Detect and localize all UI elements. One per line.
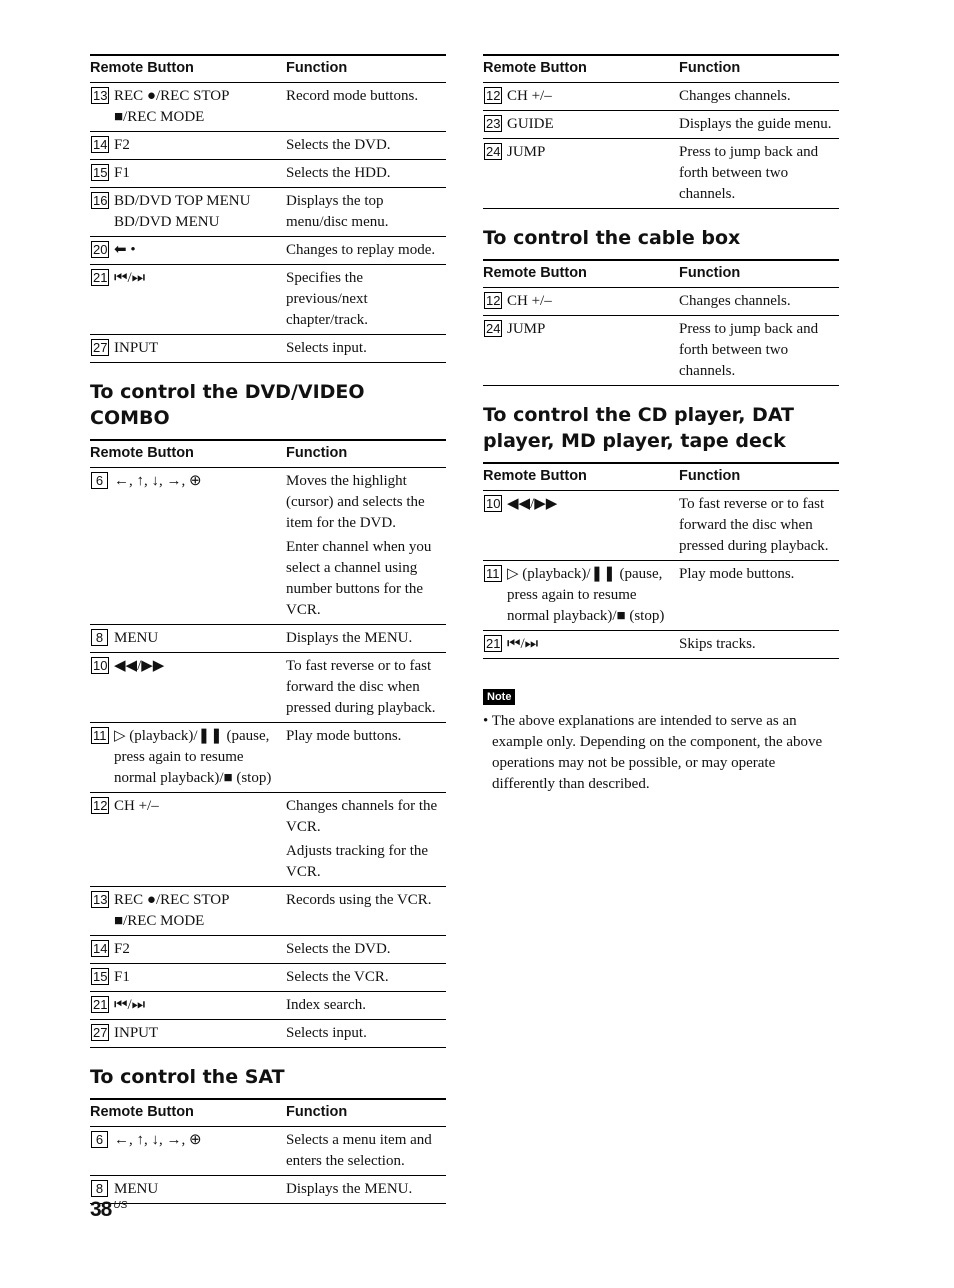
button-number: 11 [486,566,500,581]
function-text: Selects the HDD. [286,165,391,181]
button-number: 21 [93,997,108,1012]
section-heading: To control the DVD/VIDEO COMBO [90,381,365,429]
button-number: 27 [93,1025,108,1040]
function-cell [286,335,446,363]
table-header-row [90,1099,446,1127]
button-cell [90,188,286,237]
table-header-row [483,463,839,491]
table-row [90,887,446,936]
header-function: Function [679,463,839,491]
header-function: Function [286,440,446,468]
table-row [90,723,446,793]
table-header-row [90,55,446,83]
function-text: Displays the guide menu. [679,116,832,132]
button-label: ⏮/⏭ [114,270,146,286]
function-text: Index search. [286,997,366,1013]
note-label: Note [483,689,515,705]
button-label: ▷ (playback)/❚❚ (pause, press again to resume normal playback)/■ (stop) [114,728,272,786]
button-number: 13 [93,88,108,103]
button-cell [90,887,286,936]
button-number: 15 [93,165,108,180]
function-cell [286,887,446,936]
function-text: Play mode buttons. [679,566,795,582]
button-number: 24 [486,144,501,159]
button-cell [90,83,286,132]
function-text: Displays the top menu/disc menu. [286,193,389,230]
header-remote-button: Remote Button [90,440,286,468]
button-label: ■/REC MODE [114,913,205,929]
table-row [90,936,446,964]
button-number: 20 [93,242,108,257]
function-text: To fast reverse or to fast forward the disc when pressed during playback. [286,658,436,716]
button-number: 14 [93,137,108,152]
function-cell [286,653,446,723]
table-row [483,111,839,139]
button-label: F1 [114,969,130,985]
header-remote-button: Remote Button [90,55,286,83]
function-text: Changes to replay mode. [286,242,436,258]
button-label: F2 [114,941,130,957]
button-label: BD/DVD TOP MENU [114,193,251,209]
function-cell [286,723,446,793]
button-number: 12 [486,293,501,308]
button-cell [90,265,286,335]
function-cell [286,83,446,132]
table-row [90,793,446,887]
section-cd-player [483,402,839,659]
function-text: Press to jump back and forth between two channels. [679,144,819,202]
button-cell [483,288,679,316]
header-function: Function [286,1099,446,1127]
section-sat [90,1064,446,1204]
function-text: Selects the VCR. [286,969,389,985]
button-label: REC ●/REC STOP [114,88,230,104]
function-text: Selects input. [286,340,367,356]
table-row [483,139,839,209]
table-row [90,237,446,265]
button-cell [90,335,286,363]
section-heading: To control the CD player, DAT player, MD player, tape deck [483,404,795,452]
function-cell [679,111,839,139]
button-cell [90,1020,286,1048]
button-label: JUMP [507,321,546,337]
page-number [90,1198,127,1222]
button-cell [90,132,286,160]
button-cell [90,964,286,992]
table-row [90,1020,446,1048]
button-label: F1 [114,165,130,181]
function-text: Displays the MENU. [286,1181,413,1197]
header-remote-button: Remote Button [483,463,679,491]
function-cell [286,793,446,887]
button-number: 13 [93,892,108,907]
button-number: 8 [91,1180,108,1197]
function-cell [286,625,446,653]
button-label: ⏮/⏭ [114,997,146,1013]
table-row [483,491,839,561]
button-number: 8 [91,629,108,646]
table-row [90,83,446,132]
function-cell [679,561,839,631]
button-cell [90,468,286,625]
remote-table [90,54,446,363]
header-function: Function [679,55,839,83]
function-text: Skips tracks. [679,636,756,652]
button-cell [90,936,286,964]
button-number: 11 [93,728,107,743]
button-cell [90,625,286,653]
table-header-row [90,440,446,468]
function-cell [679,316,839,386]
table-row [90,188,446,237]
button-number: 14 [93,941,108,956]
button-label: ▷ (playback)/❚❚ (pause, press again to resume normal playback)/■ (stop) [507,566,665,624]
button-label: ←, ↑, ↓, →, ⊕ [114,473,202,489]
function-cell [679,631,839,659]
button-label: ←, ↑, ↓, →, ⊕ [114,1132,202,1148]
button-cell [483,83,679,111]
section-dvd-video [90,379,446,1048]
function-text: Adjusts tracking for the VCR. [286,843,429,880]
button-cell [483,316,679,386]
remote-table [483,462,839,659]
button-cell [90,653,286,723]
note-text: • The above explanations are intended to serve as an example only. Depending on the component, the above operations may not be possible, or may operate differently than described. [483,713,823,792]
button-label: CH +/– [507,88,552,104]
button-label: INPUT [114,1025,159,1041]
function-cell [286,468,446,625]
table-row [90,625,446,653]
table-row [90,992,446,1020]
function-text: Changes channels for the VCR. [286,798,438,835]
table-row [483,561,839,631]
table-row [90,160,446,188]
button-number: 6 [91,472,108,489]
button-label: ⬅ • [114,242,136,258]
table-header-row [483,260,839,288]
function-cell [286,964,446,992]
button-label: ⏮/⏭ [507,636,539,652]
header-function: Function [286,55,446,83]
function-text: Selects input. [286,1025,367,1041]
button-number: 10 [486,496,501,511]
function-cell [286,160,446,188]
button-number: 10 [93,658,108,673]
section-cable-box [483,225,839,386]
section-heading: To control the cable box [483,227,741,249]
function-cell [286,265,446,335]
function-cell [679,491,839,561]
header-remote-button: Remote Button [483,260,679,288]
button-number: 27 [93,340,108,355]
table-row [483,288,839,316]
function-cell [286,992,446,1020]
right-column [483,54,839,795]
function-text: Selects the DVD. [286,137,391,153]
button-number: 21 [93,270,108,285]
button-cell [90,237,286,265]
button-number: 15 [93,969,108,984]
header-remote-button: Remote Button [90,1099,286,1127]
table-row [90,335,446,363]
table-row [90,265,446,335]
function-text: Press to jump back and forth between two channels. [679,321,819,379]
button-label: MENU [114,1181,159,1197]
remote-table [483,54,839,209]
table-row [90,964,446,992]
button-cell [483,491,679,561]
remote-table [90,1098,446,1204]
function-text: Specifies the previous/next chapter/track. [286,270,369,328]
remote-table [483,259,839,386]
button-label: ◀◀/▶▶ [507,496,558,512]
section-table-top-left [90,54,446,363]
header-remote-button: Remote Button [483,55,679,83]
header-function: Function [679,260,839,288]
button-label: CH +/– [114,798,159,814]
note-block [483,659,839,795]
left-column [90,54,446,1204]
function-cell [286,188,446,237]
button-number: 23 [486,116,501,131]
button-cell [483,111,679,139]
button-cell [90,992,286,1020]
section-table-top-right [483,54,839,209]
button-cell [90,793,286,887]
function-cell [286,936,446,964]
button-number: 21 [486,636,501,651]
remote-table [90,439,446,1048]
button-label: GUIDE [507,116,554,132]
button-label: ◀◀/▶▶ [114,658,165,674]
button-label: REC ●/REC STOP [114,892,230,908]
table-row [90,132,446,160]
button-label: F2 [114,137,130,153]
button-label: MENU [114,630,159,646]
function-text: Record mode buttons. [286,88,419,104]
button-label: BD/DVD MENU [114,214,220,230]
button-number: 16 [93,193,108,208]
button-label: ■/REC MODE [114,109,205,125]
button-cell [483,631,679,659]
function-text: Moves the highlight (cursor) and selects the item for the DVD. [286,473,425,531]
button-cell [90,723,286,793]
function-cell [286,237,446,265]
function-text: Changes channels. [679,88,791,104]
function-cell [679,288,839,316]
button-cell [90,160,286,188]
function-cell [286,1020,446,1048]
page-number-suffix: US [113,1200,128,1211]
function-cell [679,139,839,209]
function-text: Selects the DVD. [286,941,391,957]
function-text: Selects a menu item and enters the selection. [286,1132,432,1169]
function-text: Play mode buttons. [286,728,402,744]
button-cell [483,139,679,209]
table-row [90,653,446,723]
function-text: Records using the VCR. [286,892,432,908]
section-heading: To control the SAT [90,1066,285,1088]
function-cell [679,83,839,111]
function-text: To fast reverse or to fast forward the disc when pressed during playback. [679,496,829,554]
button-number: 6 [91,1131,108,1148]
button-cell [483,561,679,631]
table-row [483,83,839,111]
button-label: JUMP [507,144,546,160]
function-text: Enter channel when you select a channel using number buttons for the VCR. [286,539,432,618]
button-number: 12 [486,88,501,103]
page-number-value: 38 [90,1198,112,1221]
button-number: 24 [486,321,501,336]
table-row [90,468,446,625]
button-cell [90,1127,286,1176]
table-row [483,631,839,659]
button-label: CH +/– [507,293,552,309]
function-cell [286,1176,446,1204]
function-text: Changes channels. [679,293,791,309]
table-row [483,316,839,386]
function-cell [286,132,446,160]
table-row [90,1176,446,1204]
function-text: Displays the MENU. [286,630,413,646]
button-number: 12 [93,798,108,813]
button-label: INPUT [114,340,159,356]
function-cell [286,1127,446,1176]
table-row [90,1127,446,1176]
table-header-row [483,55,839,83]
